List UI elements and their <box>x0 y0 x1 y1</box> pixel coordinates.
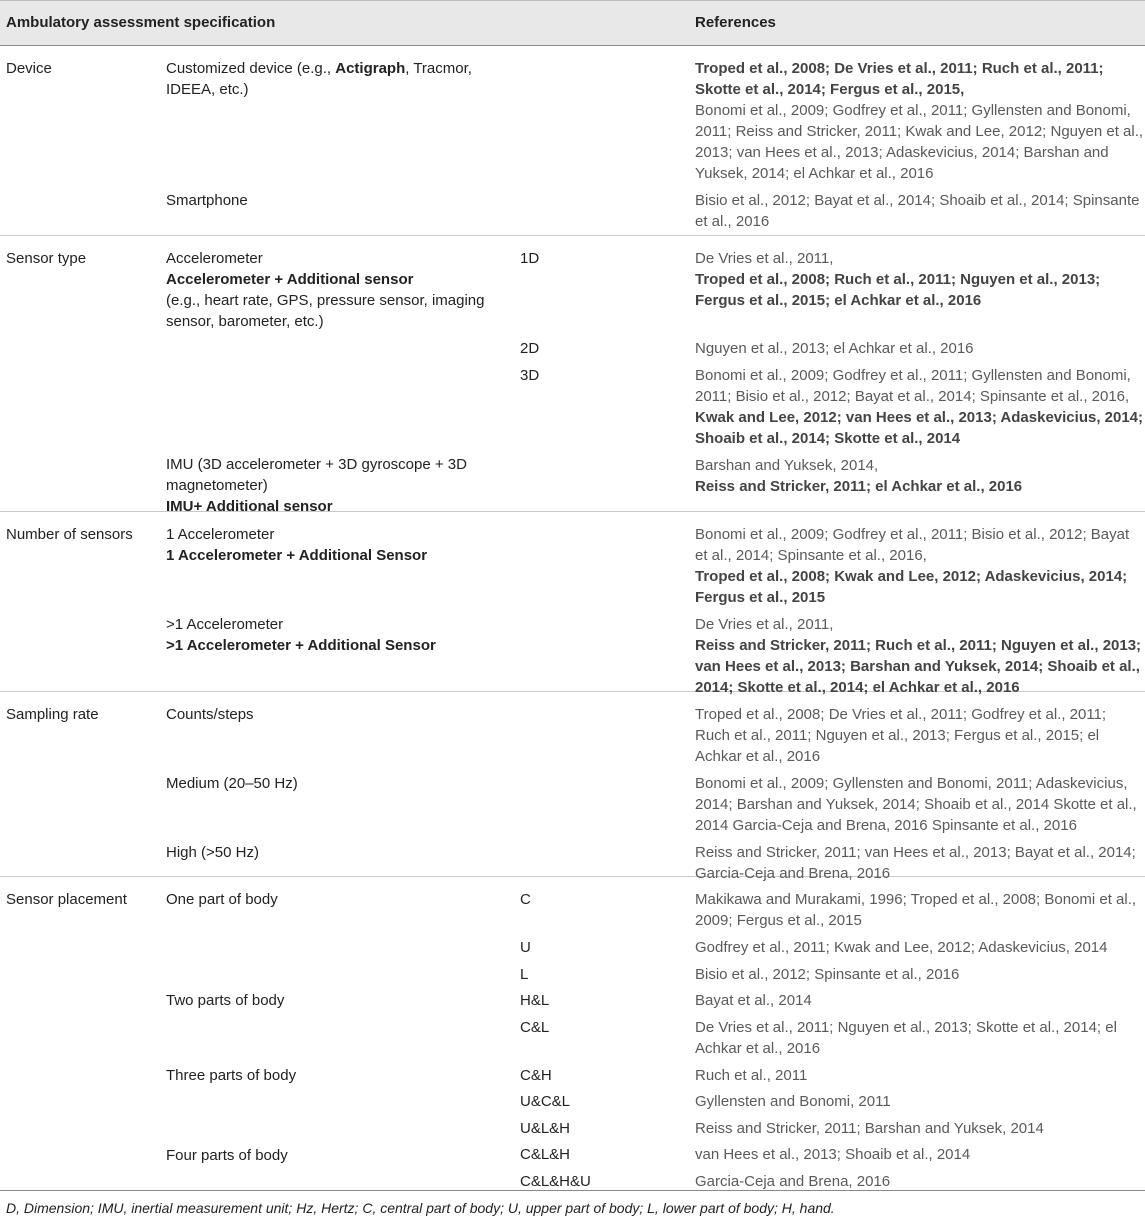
row-device <box>0 45 1145 236</box>
item-cell: Accelerometer Accelerometer + Additional sensor (e.g., heart rate, GPS, pressure sensor, imaging sensor, barometer, etc.) IMU (3D accelerometer + 3D gyroscope + 3D magnetometer) IMU+ Additional sensor <box>166 250 485 515</box>
table-footnote: D, Dimension; IMU, inertial measurement unit; Hz, Hertz; C, central part of body; U, upper part of body; L, lower part of body; H, hand. <box>6 1200 835 1216</box>
item-cell: Customized device (e.g., Actigraph, Tracmor, IDEEA, etc.) Smartphone <box>166 58 501 217</box>
row-number-of-sensors <box>0 511 1145 696</box>
references-cell: Makikawa and Murakami, 1996; Troped et al., 2008; Bonomi et al., 2009; Fergus et al., 2015 Godfrey et al., 2011; Kwak and Lee, 2012; Adaskevicius, 2014 Bisio et al., 2012; Spinsante et al., 2016 Bayat et al., 2014 De Vries et al., 2011; Nguyen et al., 2013; Skotte et al., 2014; el Achkar et al., 2016 Ruch et al., 2011 Gyllensten and Bonomi, 2011 Reiss and Stricker, 2011; Barshan and Yuksek, 2014 van Hees et al., 2013; Shoaib et al., 2014 Garcia-Ceja and Brena, 2016 <box>695 891 1137 1190</box>
item-cell: One part of body Two parts of body Three parts of body Four parts of body <box>166 891 297 1164</box>
references-cell: Troped et al., 2008; De Vries et al., 2011; Godfrey et al., 2011; Ruch et al., 2011; Nguyen et al., 2013; Fergus et al., 2015; el Achkar et al., 2016 Bonomi et al., 2009; Gyllensten and Bonomi, 2011; Adaskevicius, 2014; Barshan and Yuksek, 2014; Shoaib et al., 2014 Skotte et al., 2014 Garcia-Ceja and Brena, 2016 Spinsante et al., 2016 Reiss and Stricker, 2011; van Hees et al., 2013; Bayat et al., 2014; Garcia-Ceja and Brena, 2016 <box>695 706 1137 882</box>
category-label: Device <box>6 60 52 77</box>
references-cell: De Vries et al., 2011, Troped et al., 2008; Ruch et al., 2011; Nguyen et al., 2013; Fergus et al., 2015; el Achkar et al., 2016 Nguyen et al., 2013; el Achkar et al., 2016 Bonomi et al., 2009; Godfrey et al., 2011; Gyllensten and Bonomi, 2011; Bisio et al., 2012; Bayat et al., 2014; Spinsante et al., 2016, Kwak and Lee, 2012; van Hees et al., 2013; Adaskevicius, 2014; Shoaib et al., 2014; Skotte et al., 2014 Barshan and Yuksek, 2014, Reiss and Stricker, 2011; el Achkar et al., 2016 <box>695 250 1144 495</box>
header-references: References <box>695 14 776 31</box>
category-label: Number of sensors <box>6 526 133 543</box>
header-spec: Ambulatory assessment specification <box>6 14 276 31</box>
category-label: Sampling rate <box>6 706 99 723</box>
category-label: Sensor type <box>6 250 87 267</box>
dimension-cell: 1D 2D 3D <box>520 250 540 384</box>
row-sampling-rate <box>0 691 1145 882</box>
references-cell: Bonomi et al., 2009; Godfrey et al., 2011; Bisio et al., 2012; Bayat et al., 2014; Spinsante et al., 2016, Troped et al., 2008; Kwak and Lee, 2012; Adaskevicius, 2014; Fergus et al., 2015 De Vries et al., 2011, Reiss and Stricker, 2011; Ruch et al., 2011; Nguyen et al., 2013; van Hees et al., 2013; Barshan and Yuksek, 2014; Shoaib et al., 2014; Skotte et al., 2014; el Achkar et al., 2016 <box>695 526 1142 696</box>
item-cell: 1 Accelerometer 1 Accelerometer + Additional Sensor >1 Accelerometer >1 Accelerometer + Additional Sensor <box>166 526 436 654</box>
category-label: Sensor placement <box>6 891 127 908</box>
item-cell: Counts/steps Medium (20–50 Hz) High (>50 Hz) <box>166 706 298 861</box>
row-sensor-type <box>0 235 1145 515</box>
dimension-cell: C U L H&L C&L C&H U&C&L U&L&H C&L&H C&L&H&U <box>520 891 591 1190</box>
item-text: Smartphone <box>166 192 248 209</box>
table-header <box>0 0 1145 46</box>
row-sensor-placement <box>0 876 1145 1191</box>
references-cell: Troped et al., 2008; De Vries et al., 2011; Ruch et al., 2011; Skotte et al., 2014; Fergus et al., 2015, Bonomi et al., 2009; Godfrey et al., 2011; Gyllensten and Bonomi, 2011; Reiss and Stricker, 2011; Kwak and Lee, 2012; Nguyen et al., 2013; van Hees et al., 2013; Adaskevicius, 2014; Barshan and Yuksek, 2014; el Achkar et al., 2016 Bisio et al., 2012; Bayat et al., 2014; Shoaib et al., 2014; Spinsante et al., 2016 <box>695 60 1144 230</box>
